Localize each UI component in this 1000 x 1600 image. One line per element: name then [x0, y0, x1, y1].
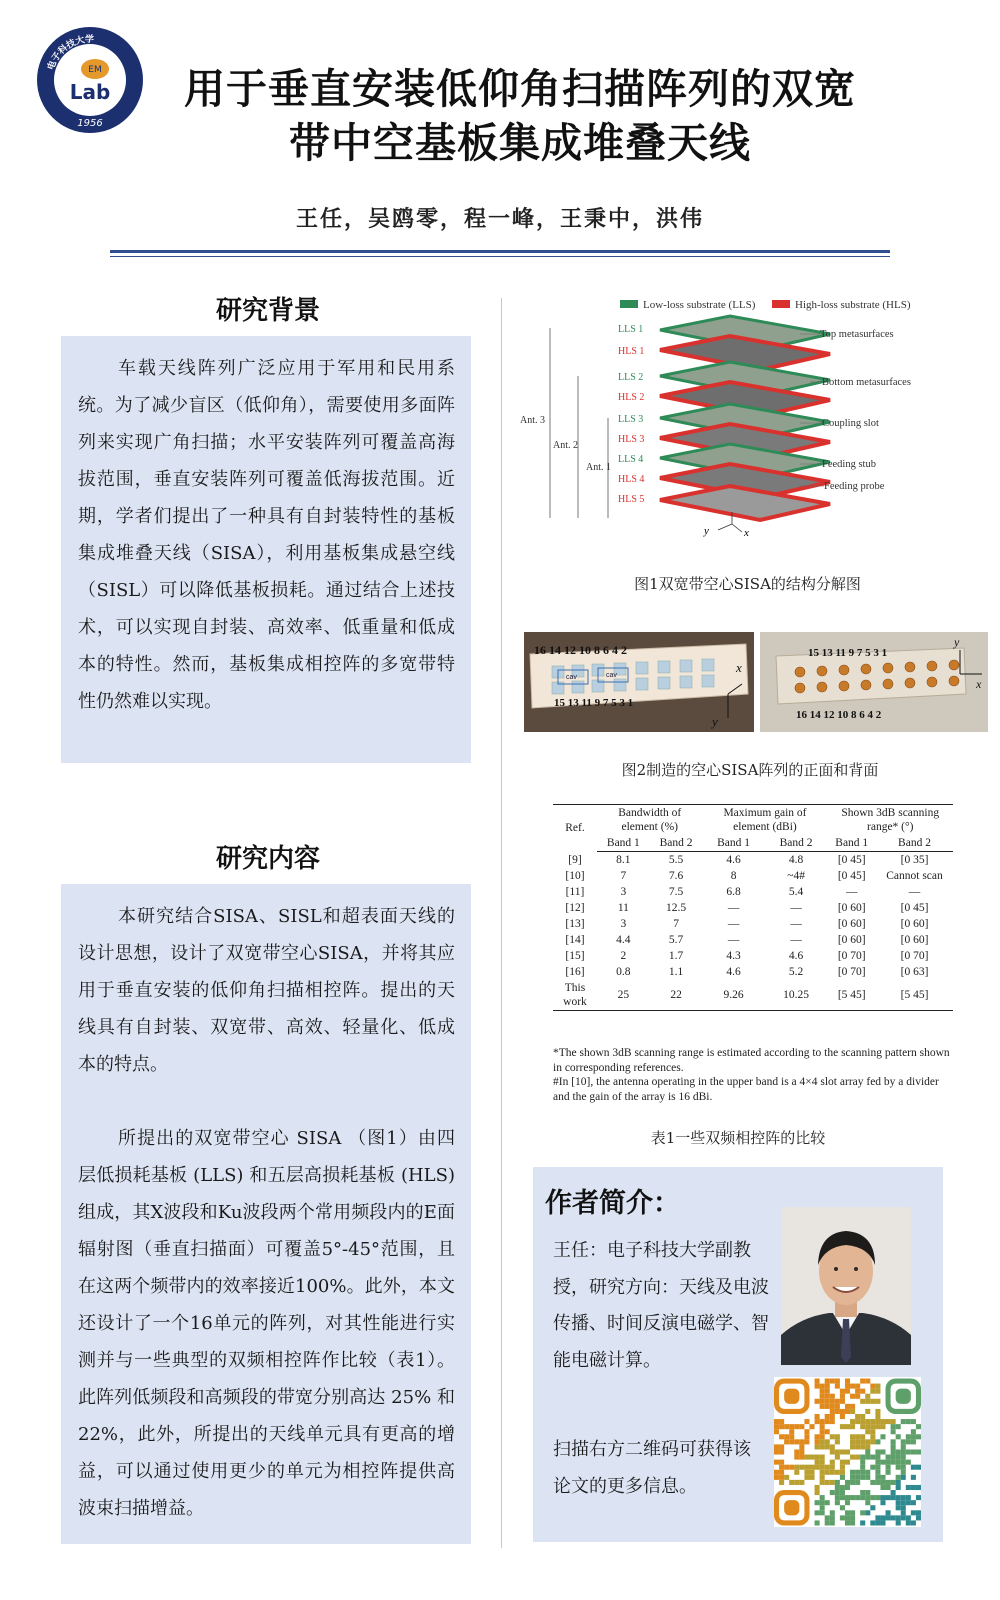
cav-label: cav	[606, 672, 617, 679]
callout-label: Feeding stub	[822, 459, 876, 470]
table-cell: [0 45]	[837, 854, 866, 866]
qr-code-icon	[774, 1377, 921, 1527]
table-cell: 12.5	[666, 902, 687, 914]
table-cell: 9.26	[702, 980, 764, 1011]
table-cell: 10.25	[765, 980, 828, 1011]
table-header-ref: Ref.	[553, 805, 597, 852]
table-cell: 11	[617, 902, 629, 914]
table-cell: [0 35]	[900, 854, 929, 866]
table-cell: 25	[597, 980, 650, 1011]
table-cell: 4.4	[616, 934, 631, 946]
comparison-table	[553, 804, 953, 1011]
author-portrait	[781, 1207, 911, 1365]
table-cell: 1.7	[668, 950, 684, 962]
table-cell: 1.1	[668, 966, 684, 978]
table-cell: 4.3	[726, 950, 741, 962]
table-cell: 5.2	[788, 966, 804, 978]
back-axis-x: x	[976, 677, 982, 691]
emlab-logo	[35, 25, 145, 135]
front-axis-y: y	[712, 714, 718, 729]
table-cell: —	[845, 886, 858, 898]
table-cell: [0 60]	[837, 934, 866, 946]
ant-label: Ant. 3	[520, 415, 545, 426]
back-bottom-numbers: 16 14 12 10 8 6 4 2	[796, 709, 882, 721]
table-cell: [0 60]	[837, 902, 866, 914]
table-row	[553, 916, 953, 932]
author-list: 王任，吴鸥零，程一峰，王秉中，洪伟	[295, 206, 704, 232]
table1-caption: 表1一些双频相控阵的比较	[650, 1129, 826, 1147]
callout-label: Coupling slot	[822, 418, 879, 429]
layer-label: LLS 2	[618, 372, 644, 383]
table-cell-ref: [13]	[565, 918, 585, 930]
array-back-photo	[760, 632, 988, 732]
layer-label: LLS 4	[618, 454, 644, 465]
table-cell: [0 45]	[900, 902, 929, 914]
table-cell: —	[790, 918, 802, 930]
table-cell: 5.5	[668, 854, 684, 866]
table-row	[553, 948, 953, 964]
table-subheader: Band 1	[702, 835, 764, 852]
legend-hls-swatch	[772, 300, 790, 308]
content-heading: 研究内容	[216, 844, 321, 874]
content-paragraph-1: 本研究结合SISA、SISL和超表面天线的设计思想，设计了双宽带空心SISA，并将其应用于垂直安装的低仰角扫描相控阵。提出的天线具有自封装、双宽带、高效、轻量化、低成本的特点。	[78, 906, 455, 1075]
author-bio: 王任：电子科技大学副教授，研究方向：天线及电波传播、时间反演电磁学、智能电磁计算。	[553, 1240, 769, 1371]
table-cell: [0 60]	[900, 934, 929, 946]
callout-label: Feeding probe	[824, 481, 885, 492]
qr-instruction: 扫描右方二维码可获得该论文的更多信息。	[553, 1439, 751, 1497]
table-row	[553, 868, 953, 884]
layer-labels	[618, 324, 644, 505]
logo-year: 1956	[77, 118, 103, 129]
table-cell-ref: [9]	[568, 853, 582, 866]
cav-label: cav	[566, 674, 577, 681]
title-line-1: 用于垂直安装低仰角扫描阵列的双宽	[184, 65, 856, 113]
table-cell: [0 60]	[837, 918, 866, 930]
table-cell: [0 70]	[900, 950, 929, 962]
ant-label: Ant. 2	[553, 440, 578, 451]
table-cell: [5 45]	[827, 980, 876, 1011]
layer-label: HLS 2	[618, 392, 645, 403]
table-cell: 5.4	[788, 886, 804, 898]
table-cell: 22	[650, 980, 703, 1011]
front-top-numbers: 16 14 12 10 8 6 4 2	[534, 643, 627, 657]
table-subheader: Band 1	[827, 835, 876, 852]
author-heading: 作者简介：	[545, 1188, 680, 1219]
layer-label: HLS 3	[618, 434, 645, 445]
table-note: #In [10], the antenna operating in the upper band is a 4×4 slot array fed by a divider and the gain of the array is 16 dBi.	[553, 1076, 939, 1103]
table-row	[553, 884, 953, 900]
table-cell: [5 45]	[876, 980, 953, 1011]
table-cell: 4.8	[788, 854, 804, 866]
table-cell: [0 60]	[900, 918, 929, 930]
table-cell: 0.8	[616, 966, 631, 978]
legend-lls-label: Low-loss substrate (LLS)	[643, 299, 756, 311]
table-cell: —	[727, 902, 740, 914]
table-cell: 4.6	[726, 854, 741, 866]
layer-stack	[660, 316, 830, 520]
callout-label: Top metasurfaces	[820, 329, 894, 340]
table-cell: —	[790, 902, 802, 914]
layer-label: LLS 3	[618, 414, 644, 425]
table-header-gain: Maximum gain of element (dBi)	[702, 805, 827, 836]
figure1-caption: 图1双宽带空心SISA的结构分解图	[634, 575, 861, 593]
table-cell: —	[790, 934, 802, 946]
table-row	[553, 980, 953, 1011]
table-cell: 7.6	[668, 870, 684, 882]
author-panel	[533, 1167, 943, 1542]
figure1-exploded-view	[520, 298, 975, 558]
logo-em-text: EM	[88, 65, 102, 75]
layer-label: HLS 1	[618, 346, 645, 357]
table-cell: [0 63]	[900, 966, 929, 978]
header-rule-thin	[110, 256, 890, 257]
table-cell: [0 70]	[837, 966, 866, 978]
table-subheader: Band 1	[597, 835, 650, 852]
ant-label: Ant. 1	[586, 462, 611, 473]
table-subheader: Band 2	[765, 835, 828, 852]
ant-brackets	[550, 328, 608, 518]
table-cell: 7.5	[668, 886, 684, 898]
table-body	[553, 852, 953, 1011]
table-header-scan: Shown 3dB scanning range* (°)	[827, 805, 953, 836]
table-cell: 4.6	[788, 950, 804, 962]
table-cell: 8	[730, 870, 737, 882]
table-cell: —	[908, 886, 921, 898]
layer-hls5	[660, 486, 830, 520]
table-cell: [0 45]	[837, 870, 866, 882]
front-axis-x: x	[736, 660, 742, 675]
table-cell-ref: [15]	[565, 950, 585, 962]
table-cell: 6.8	[726, 886, 741, 898]
content-paragraph-2: 所提出的双宽带空心 SISA （图1）由四层低损耗基板 (LLS) 和五层高损耗基板 (HLS) 组成，其X波段和Ku波段两个常用频段内的E面辐射图（垂直扫描面）可覆盖5°-45°范围，且在这两个频带内的效率接近100%。此外，本文还设计了一个16单元的阵列，对其性能进行实测并与一些典型的双频相控阵作比较（表1）。此阵列低频段和高频段的带宽分别高达 25% 和 22%，此外，所提出的天线单元具有更高的增益，可以通过使用更少的单元为相控阵提供高波束扫描增益。	[78, 1128, 455, 1519]
table-cell: 8.1	[616, 854, 631, 866]
table-cell: 3	[620, 886, 627, 898]
back-top-numbers: 15 13 11 9 7 5 3 1	[808, 647, 888, 659]
layer-label: HLS 4	[618, 474, 645, 485]
column-divider	[501, 298, 502, 1548]
table-subheader: Band 2	[650, 835, 703, 852]
table-row	[553, 964, 953, 980]
table-cell: —	[727, 918, 740, 930]
layer-label: HLS 5	[618, 494, 645, 505]
fig1-axis-x: x	[744, 527, 749, 539]
table-cell: 3	[620, 918, 627, 930]
background-heading: 研究背景	[216, 296, 321, 326]
table-cell: [0 70]	[837, 950, 866, 962]
table-cell-ref: [16]	[565, 966, 585, 978]
table-cell: 2	[620, 950, 627, 962]
fig1-axis-y: y	[704, 525, 709, 537]
table-row	[553, 900, 953, 916]
figure2-caption: 图2制造的空心SISA阵列的正面和背面	[621, 761, 879, 779]
table-cell: —	[727, 934, 740, 946]
table-row	[553, 932, 953, 948]
table-cell: ~4#	[787, 870, 805, 882]
back-axis-y: y	[954, 635, 960, 649]
callout-label: Bottom metasurfaces	[822, 377, 911, 388]
header-rule	[110, 250, 890, 253]
table-cell: 7	[673, 918, 679, 930]
table-cell-ref: This work	[553, 980, 597, 1011]
table-cell: 7	[620, 870, 627, 882]
table-row	[553, 852, 953, 869]
logo-lab-text: Lab	[69, 80, 111, 104]
table-note: *The shown 3dB scanning range is estimated according to the scanning pattern shown in corresponding references.	[553, 1047, 950, 1074]
table-subheader: Band 2	[876, 835, 953, 852]
background-panel	[61, 336, 471, 763]
table-cell: 5.7	[668, 934, 684, 946]
callouts	[820, 329, 911, 492]
table-cell-ref: [14]	[565, 934, 585, 946]
table-notes	[553, 1046, 953, 1104]
title-line-2: 带中空基板集成堆叠天线	[289, 119, 751, 167]
legend-hls-label: High-loss substrate (HLS)	[795, 299, 911, 311]
table-cell-ref: [11]	[565, 886, 585, 898]
ant-labels	[520, 415, 611, 473]
array-front-photo	[524, 632, 754, 732]
table-cell-ref: [12]	[565, 902, 585, 914]
logo-ring-text: 电子科技大学	[46, 34, 95, 72]
front-bottom-numbers: 15 13 11 9 7 5 3 1	[554, 697, 634, 709]
background-paragraph: 车载天线阵列广泛应用于军用和民用系统。为了减少盲区（低仰角），需要使用多面阵列来实现广角扫描；水平安装阵列可覆盖高海拔范围，垂直安装阵列可覆盖低海拔范围。近期，学者们提出了一种具有自封装特性的基板集成堆叠天线（SISA），利用基板集成悬空线（SISL）可以降低基板损耗。通过结合上述技术，可以实现自封装、高效率、低重量和低成本的特性。然而，基板集成相控阵的多宽带特性仍然难以实现。	[78, 358, 455, 712]
table-cell: Cannot scan	[886, 870, 943, 882]
table-cell-ref: [10]	[565, 870, 585, 882]
table-header-bandwidth: Bandwidth of element (%)	[597, 805, 702, 836]
layer-label: LLS 1	[618, 324, 644, 335]
legend-lls-swatch	[620, 300, 638, 308]
content-panel	[61, 884, 471, 1544]
poster-title	[160, 62, 880, 170]
table-cell: 4.6	[726, 966, 741, 978]
